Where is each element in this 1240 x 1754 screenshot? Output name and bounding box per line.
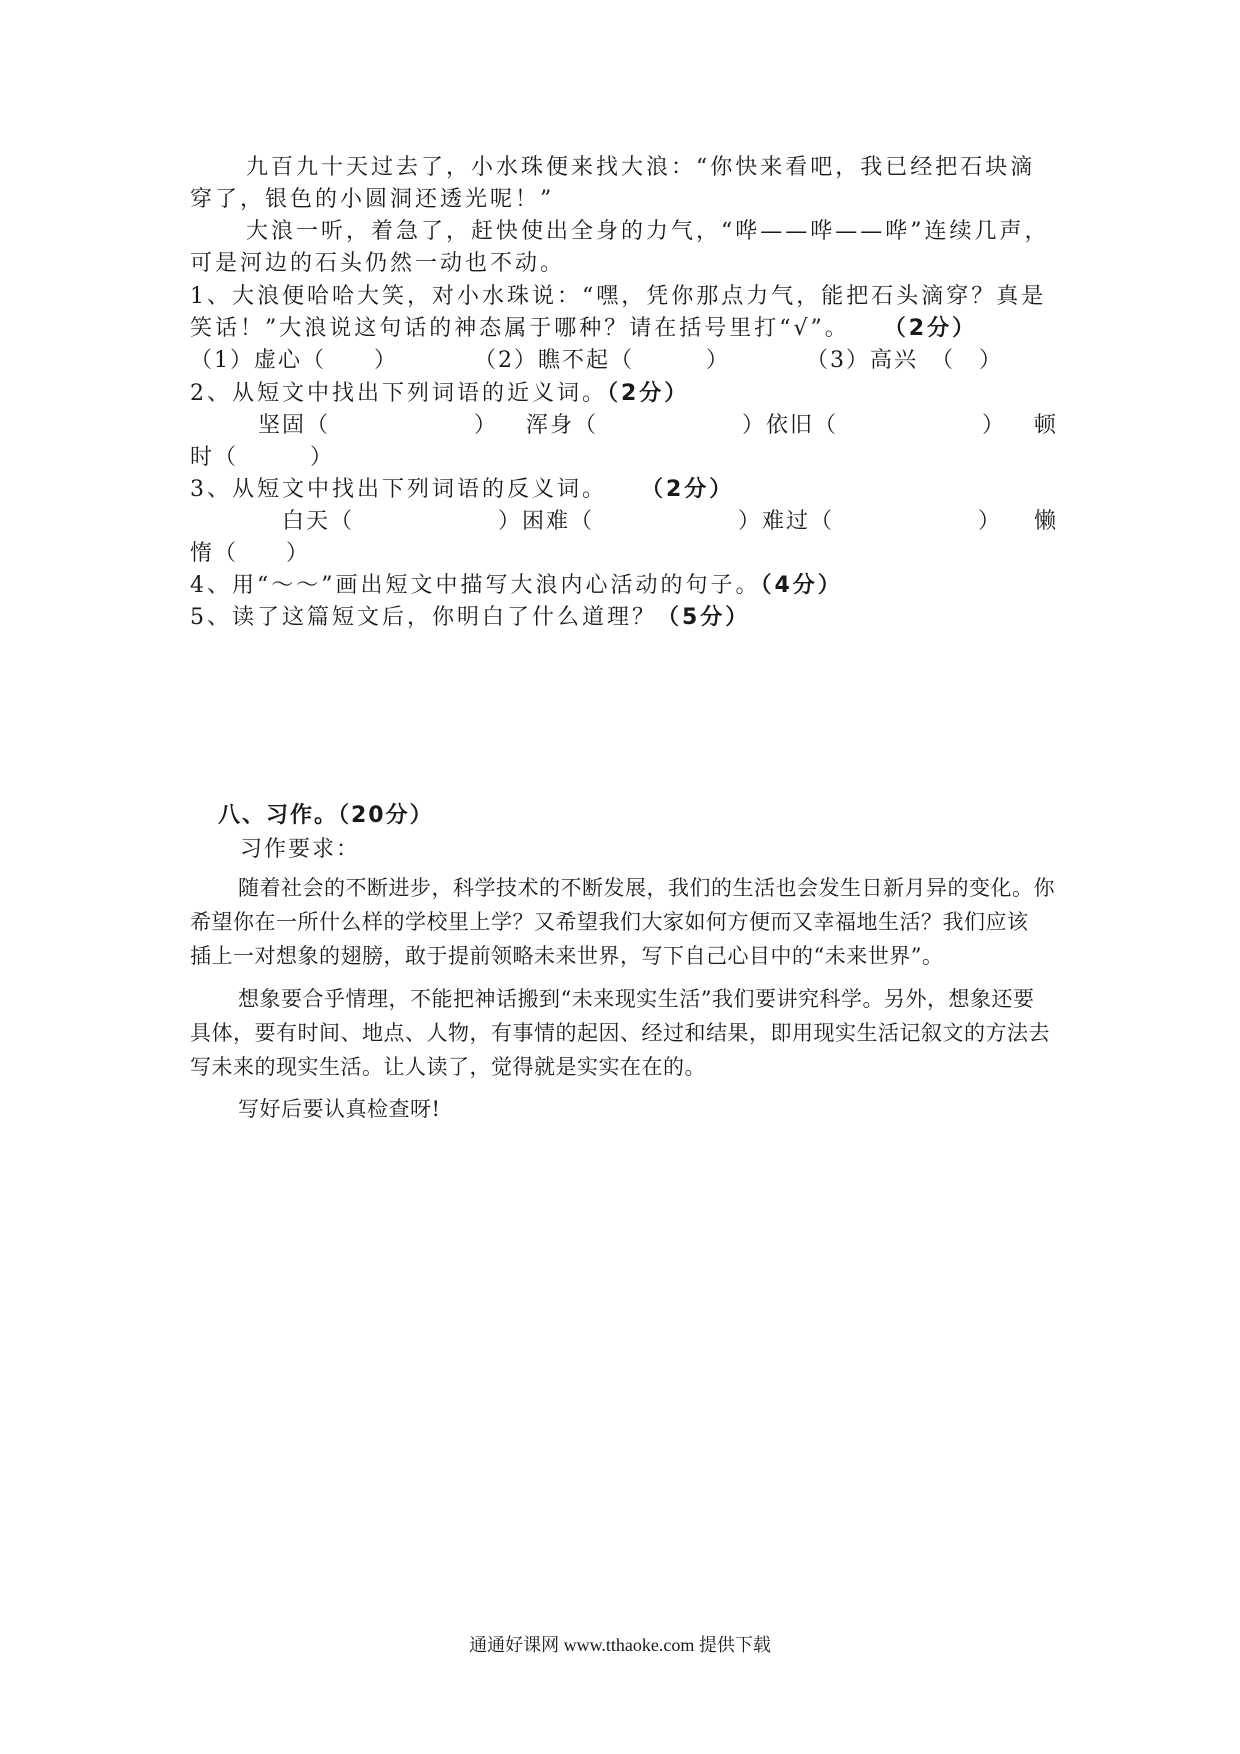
footer-download-credit: 通通好课网 www.tthaoke.com 提供下载 <box>469 1635 771 1655</box>
story-paragraph-2-line-1: 大浪一听，着急了，赶快使出全身的力气，“哗——哗——哗”连续几声， <box>246 219 1050 244</box>
question-4-score: （4分） <box>760 573 843 598</box>
writing-paragraph-2-line-3: 写未来的现实生活。让人读了，觉得就是实实在在的。 <box>190 1055 706 1079</box>
question-2-word-2-3: 浑身（ ）依旧（ ） <box>525 413 1006 438</box>
writing-heading: 八、习作。（20分） <box>218 803 434 828</box>
question-2-word-1: 坚固（ ） <box>258 413 499 438</box>
question-2-text: 2、从短文中找出下列词语的近义词。 <box>190 381 607 406</box>
question-4-text: 4、用“～～”画出短文中描写大浪内心活动的句子。 <box>190 573 761 598</box>
question-1-option-3: （3）高兴 （ ） <box>806 348 1003 373</box>
question-5-score: （5分） <box>657 605 751 630</box>
question-1-option-1: （1）虚心（ ） <box>190 348 398 373</box>
writing-paragraph-2-line-2: 具体，要有时间、地点、人物，有事情的起因、经过和结果，即用现实生活记叙文的方法去 <box>190 1021 1050 1045</box>
story-paragraph-2-line-2: 可是河边的石头仍然一动也不动。 <box>190 251 566 276</box>
question-2-words-row <box>258 410 1058 442</box>
question-3-words: 白天（ ）困难（ ）难过（ ） <box>282 509 1003 534</box>
question-2-line <box>190 378 689 410</box>
writing-paragraph-1-line-2: 希望你在一所什么样的学校里上学？又希望我们大家如何方便而又幸福地生活？我们应该 <box>190 910 1029 934</box>
writing-paragraph-1-line-3: 插上一对想象的翅膀，敢于提前领略未来世界，写下自己心目中的“未来世界”。 <box>190 944 944 968</box>
question-3-word-4-start: 懒 <box>1033 509 1058 534</box>
question-2-word-4-start: 顿 <box>1033 413 1058 438</box>
writing-requirements-label: 习作要求： <box>240 837 361 862</box>
question-1-line-2 <box>190 313 977 345</box>
question-1-option-2: （2）瞧不起（ ） <box>474 348 730 373</box>
writing-paragraph-1-line-1: 随着社会的不断进步，科学技术的不断发展，我们的生活也会发生日新月异的变化。你 <box>238 876 1055 900</box>
question-5-line <box>190 602 750 634</box>
story-paragraph-1-line-2: 穿了，银色的小圆洞还透光呢！” <box>190 187 555 212</box>
question-2-word-4-end: 时（ ） <box>190 445 335 470</box>
question-1-score: （2分） <box>883 316 978 341</box>
story-paragraph-1-line-1: 九百九十天过去了，小水珠便来找大浪：“你快来看吧，我已经把石块滴 <box>246 155 1036 180</box>
question-4-line <box>190 570 843 602</box>
writing-paragraph-3: 写好后要认真检查呀! <box>238 1097 441 1121</box>
question-3-score: （2分） <box>641 477 735 502</box>
question-3-text: 3、从短文中找出下列词语的反义词。 <box>190 477 607 502</box>
question-5-text: 5、读了这篇短文后，你明白了什么道理？ <box>190 605 657 630</box>
question-1-text: 笑话！”大浪说这句话的神态属于哪种？请在括号里打“√”。 <box>190 316 850 341</box>
writing-paragraph-2-line-1: 想象要合乎情理，不能把神话搬到“未来现实生活”我们要讲究科学。另外，想象还要 <box>238 987 1035 1011</box>
question-3-line <box>190 474 734 506</box>
question-1-line-1: 1、大浪便哈哈大笑，对小水珠说：“嘿，凭你那点力气，能把石头滴穿？真是 <box>190 284 1047 309</box>
question-3-word-4-end: 惰（ ） <box>190 541 311 566</box>
question-3-words-row <box>282 506 1058 538</box>
question-1-options <box>190 345 1003 377</box>
question-2-score: （2分） <box>607 381 690 406</box>
